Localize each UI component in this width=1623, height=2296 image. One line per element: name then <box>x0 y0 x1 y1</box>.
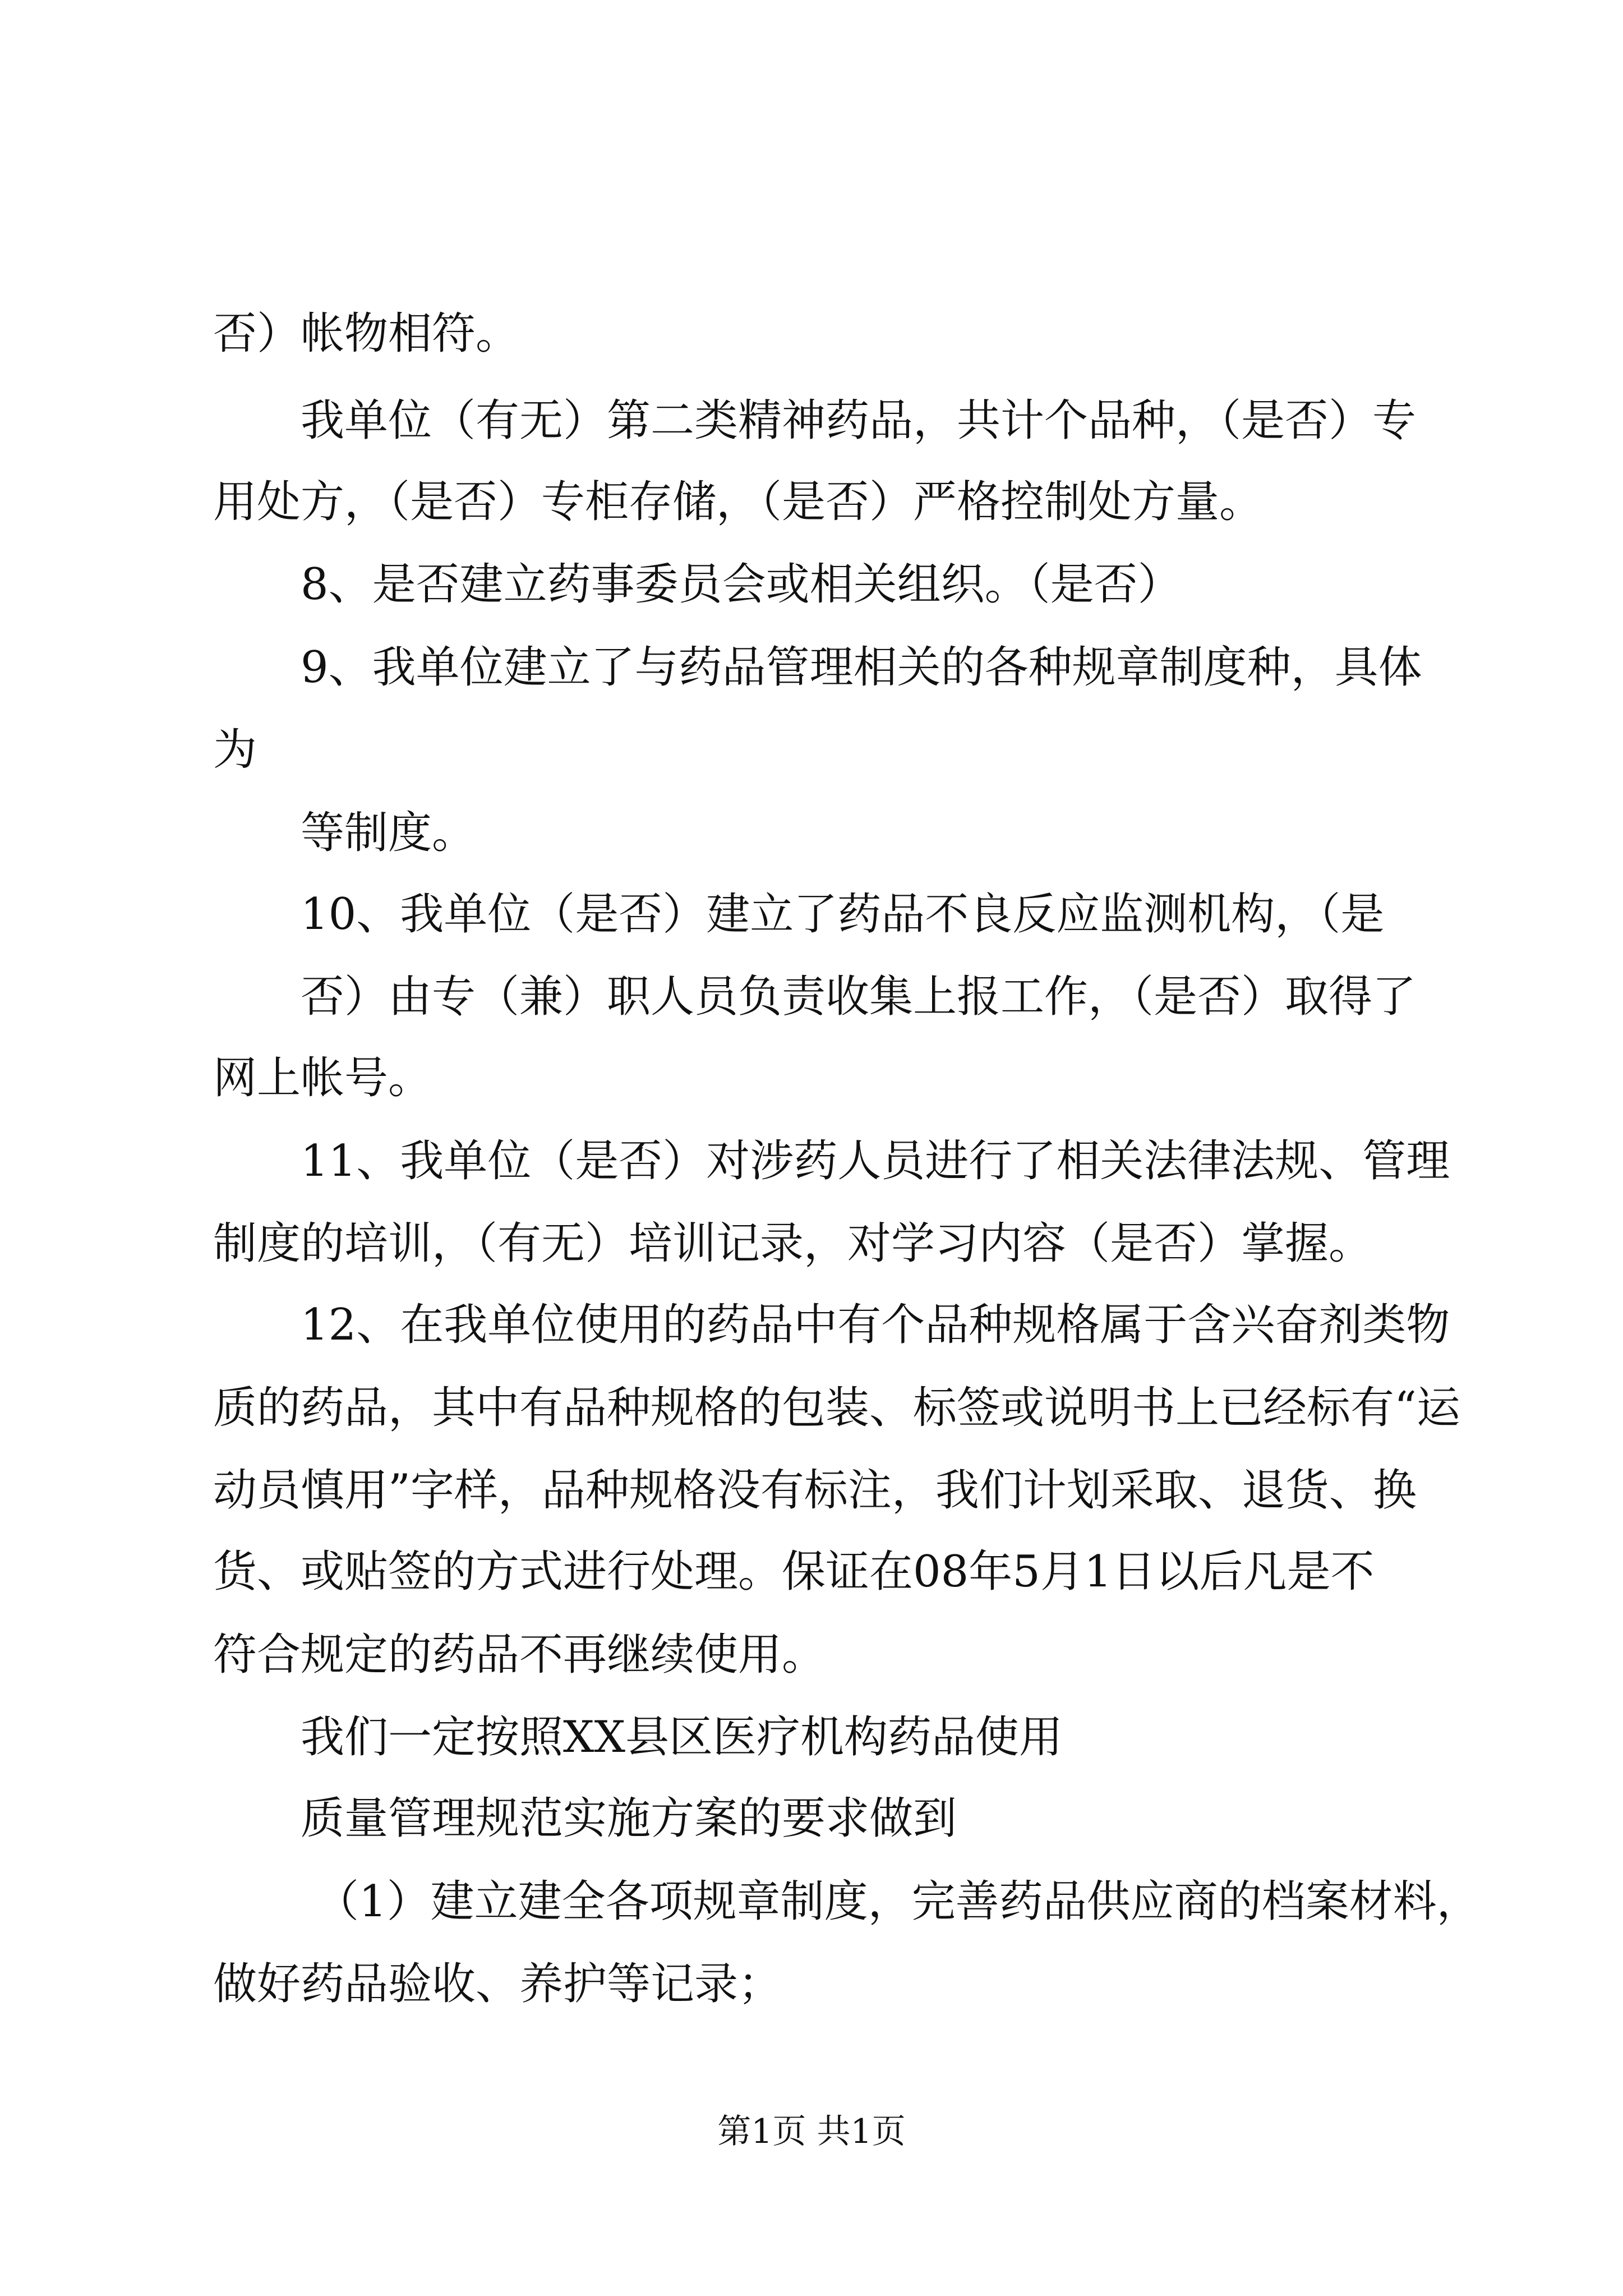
text-line: 质的药品，其中有品种规格的包装、标签或说明书上已经标有“运 <box>213 1383 1460 1433</box>
text-line: 9、我单位建立了与药品管理相关的各种规章制度种，具体 <box>301 642 1422 693</box>
text-line: （1）建立建全各项规章制度，完善药品供应商的档案材料， <box>315 1876 1481 1927</box>
text-line: 10、我单位（是否）建立了药品不良反应监测机构，（是 <box>301 889 1385 940</box>
text-line: 为 <box>213 725 257 775</box>
text-line: 等制度。 <box>301 808 476 858</box>
text-line: 否）由专（兼）职人员负责收集上报工作，（是否）取得了 <box>301 972 1417 1022</box>
text-line: 我们一定按照XX县区医疗机构药品使用 <box>301 1712 1063 1763</box>
text-line: 我单位（有无）第二类精神药品，共计个品种，（是否）专 <box>301 395 1417 446</box>
text-line: 质量管理规范实施方案的要求做到 <box>301 1793 957 1844</box>
page-footer: 第1页 共1页 <box>717 2112 906 2151</box>
text-line: 符合规定的药品不再继续使用。 <box>213 1630 826 1680</box>
text-line: 用处方，（是否）专柜存储，（是否）严格控制处方量。 <box>213 477 1264 527</box>
text-line: 12、在我单位使用的药品中有个品种规格属于含兴奋剂类物 <box>301 1300 1450 1350</box>
text-line: 否）帐物相符。 <box>213 309 520 359</box>
text-line: 网上帐号。 <box>213 1053 432 1103</box>
text-line: 做好药品验收、养护等记录； <box>213 1959 782 2009</box>
text-line: 8、是否建立药事委员会或相关组织。（是否） <box>301 559 1182 610</box>
text-line: 动员慎用”字样，品种规格没有标注，我们计划采取、退货、换 <box>213 1465 1417 1516</box>
text-line: 货、或贴签的方式进行处理。保证在08年5月1日以后凡是不 <box>213 1547 1375 1597</box>
text-line: 11、我单位（是否）对涉药人员进行了相关法律法规、管理 <box>301 1136 1450 1186</box>
text-line: 制度的培训，（有无）培训记录，对学习内容（是否）掌握。 <box>213 1218 1373 1269</box>
